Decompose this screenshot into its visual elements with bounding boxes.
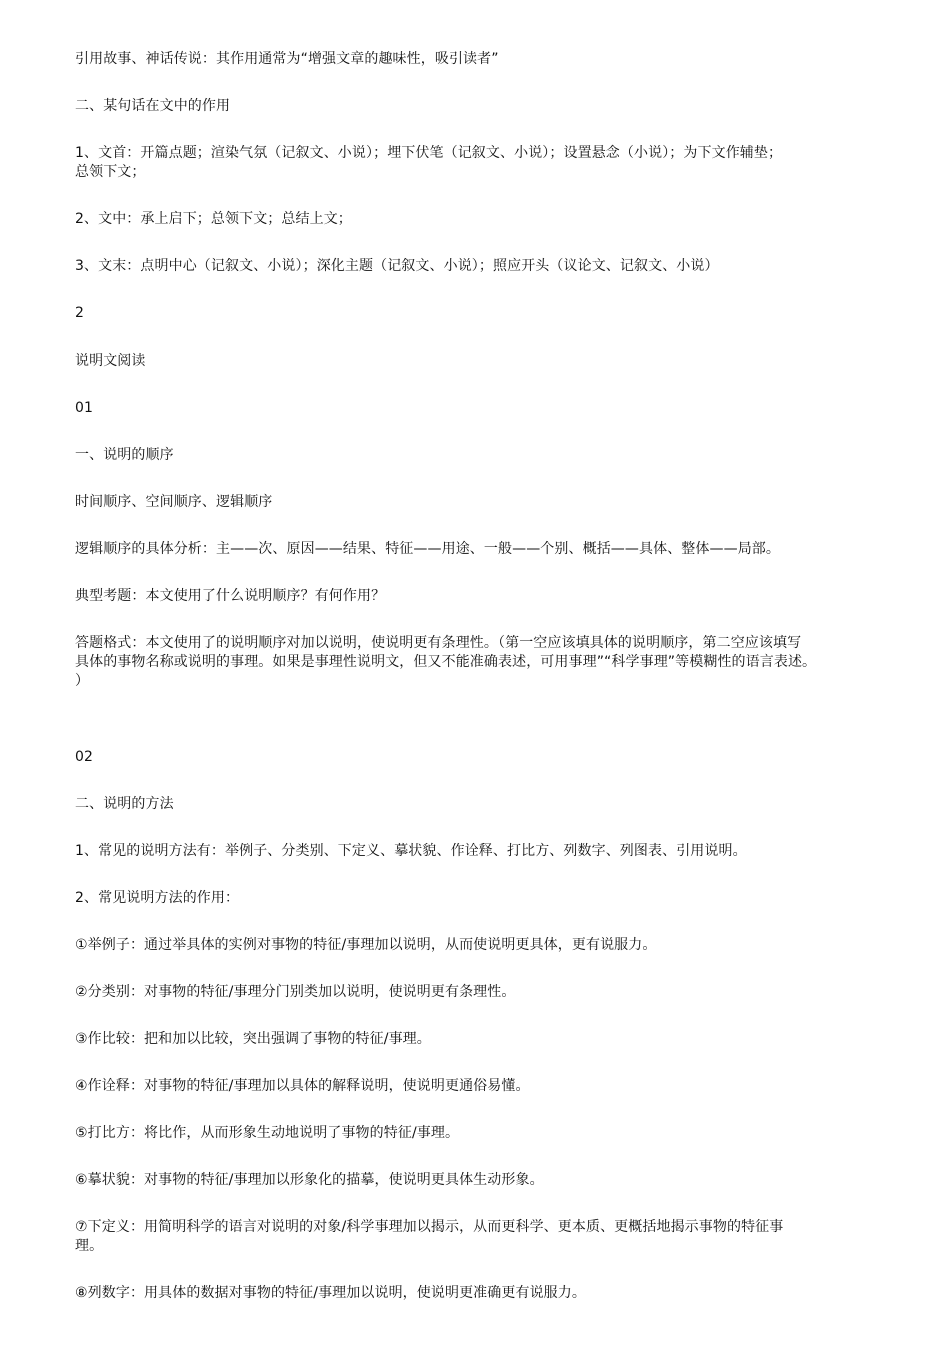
subsection-number: 02 — [75, 749, 94, 765]
paragraph-typical-question: 典型考题：本文使用了什么说明顺序？有何作用？ — [75, 588, 386, 604]
paragraph-method-effects-intro: 2、常见说明方法的作用： — [75, 890, 240, 906]
heading-sentence-role: 二、某句话在文中的作用 — [75, 98, 231, 114]
section-number: 2 — [75, 305, 85, 321]
list-item-classification: ②分类别：对事物的特征/事理分门别类加以说明，使说明更有条理性。 — [75, 984, 516, 1000]
list-item-definition: ⑦下定义：用简明科学的语言对说明的对象/科学事理加以揭示，从而更科学、更本质、更概括地揭示事物的特征事 理。 — [75, 1219, 784, 1254]
paragraph-answer-format: 答题格式：本文使用了的说明顺序对加以说明，使说明更有条理性。（第一空应该填具体的说明顺序，第二空应该填写 具体的事物名称或说明的事理。如果是事理性说明文，但又不能准确表述，可用事理”“科学事理”等模糊性的语言表述。 ） — [75, 635, 817, 689]
paragraph-order-types: 时间顺序、空间顺序、逻辑顺序 — [75, 494, 273, 510]
paragraph-sentence-in-middle: 2、文中：承上启下；总领下文；总结上文； — [75, 211, 352, 227]
paragraph-sentence-at-end: 3、文末：点明中心（记叙文、小说）；深化主题（记叙文、小说）；照应开头（议论文、记叙文、小说） — [75, 258, 719, 274]
paragraph-allusion-effect: 引用故事、神话传说：其作用通常为“增强文章的趣味性，吸引读者” — [75, 51, 499, 67]
list-item-analogy: ⑤打比方：将比作，从而形象生动地说明了事物的特征/事理。 — [75, 1125, 460, 1141]
list-item-comparison: ③作比较：把和加以比较，突出强调了事物的特征/事理。 — [75, 1031, 431, 1047]
heading-explanation-order: 一、说明的顺序 — [75, 447, 174, 463]
paragraph-sentence-at-start: 1、文首：开篇点题；渲染气氛（记叙文、小说）；埋下伏笔（记叙文、小说）；设置悬念（小说）；为下文作辅垫； 总领下文； — [75, 145, 783, 180]
list-item-description: ⑥摹状貌：对事物的特征/事理加以形象化的描摹，使说明更具体生动形象。 — [75, 1172, 544, 1188]
list-item-interpretation: ④作诠释：对事物的特征/事理加以具体的解释说明，使说明更通俗易懂。 — [75, 1078, 530, 1094]
paragraph-common-methods: 1、常见的说明方法有：举例子、分类别、下定义、摹状貌、作诠释、打比方、列数字、列图表、引用说明。 — [75, 843, 747, 859]
paragraph-logical-order: 逻辑顺序的具体分析：主——次、原因——结果、特征——用途、一般——个别、概括——具体、整体——局部。 — [75, 541, 780, 557]
subsection-number: 01 — [75, 400, 94, 416]
section-title: 说明文阅读 — [75, 353, 146, 369]
heading-explanation-methods: 二、说明的方法 — [75, 796, 174, 812]
list-item-example: ①举例子：通过举具体的实例对事物的特征/事理加以说明，从而使说明更具体，更有说服力。 — [75, 937, 657, 953]
list-item-numbers: ⑧列数字：用具体的数据对事物的特征/事理加以说明，使说明更准确更有说服力。 — [75, 1285, 586, 1301]
